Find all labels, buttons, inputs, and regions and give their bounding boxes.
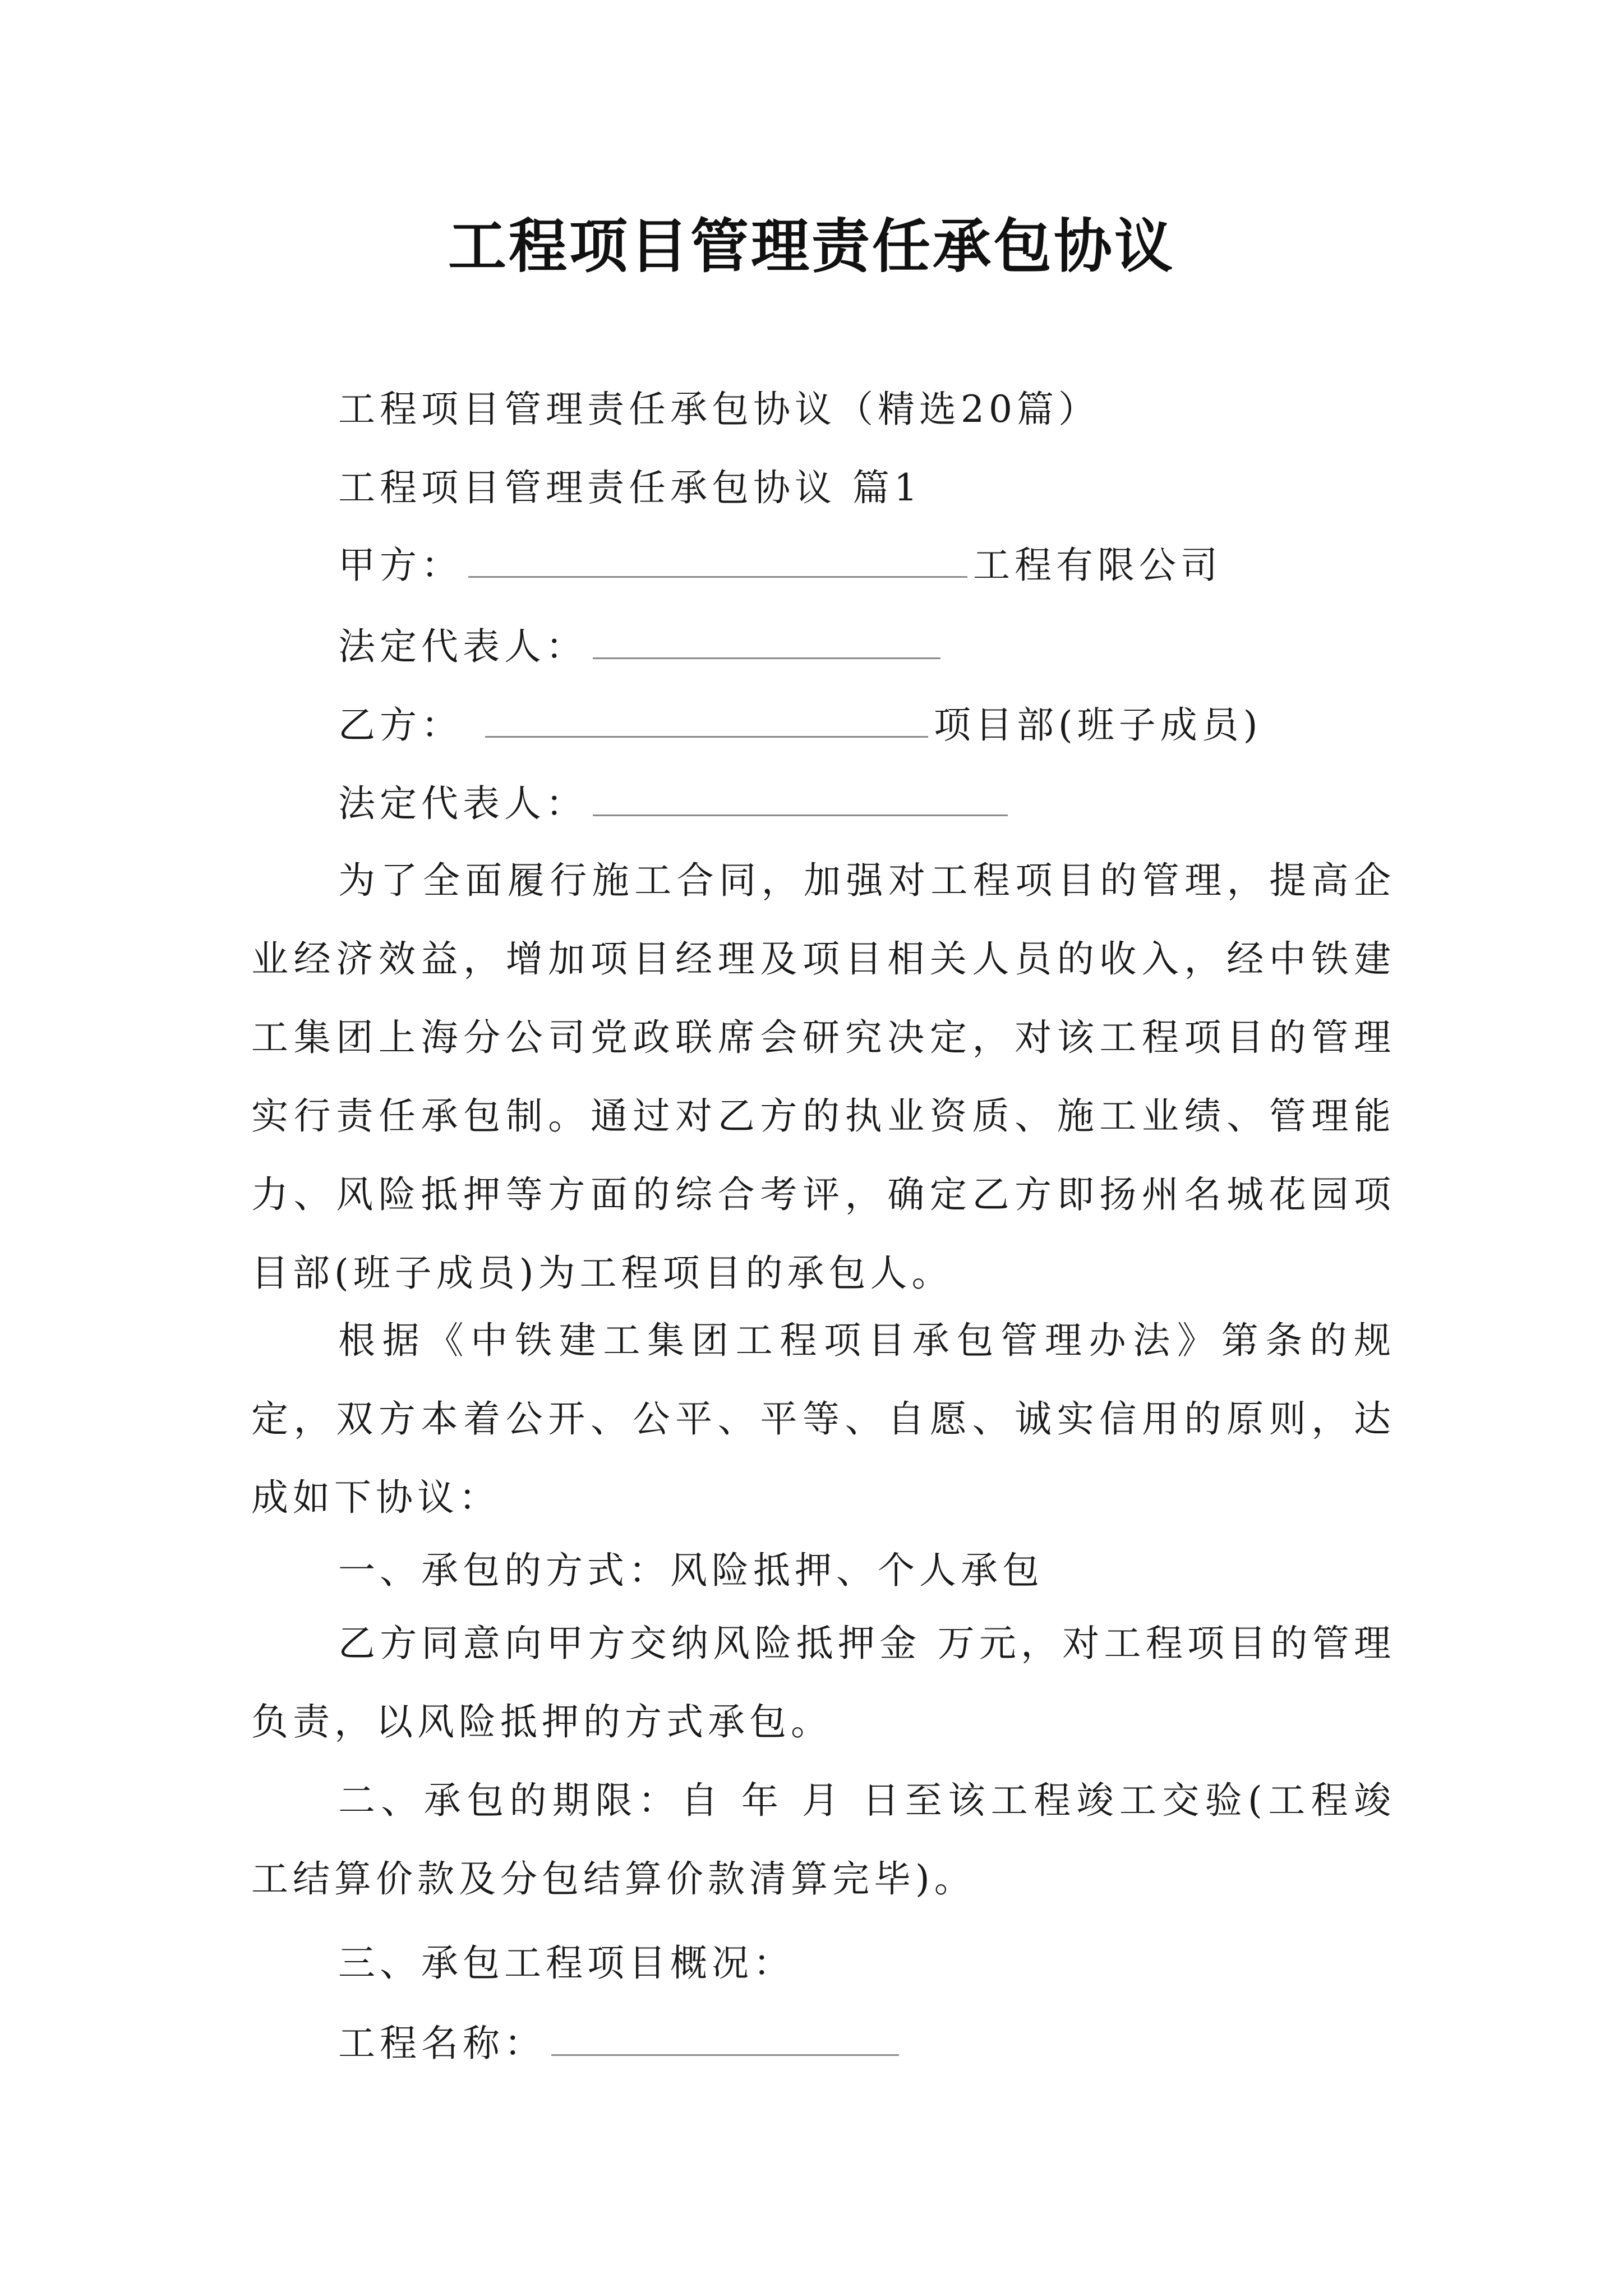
paragraph-term: 二、承包的期限：自 年 月 日至该工程竣工交验(工程竣工结算价款及分包结算价款清算完毕)。 [251,1779,1395,1901]
party-a-line [338,541,1222,588]
document-title: 工程项目管理责任承包协议 [448,212,1175,280]
legal-rep-label-2: 法定代表人： [338,782,587,825]
paragraph-deposit: 乙方同意向甲方交纳风险抵押金 万元，对工程项目的管理负责，以风险抵押的方式承包。 [251,1622,1395,1743]
legal-rep-line-2 [338,780,1013,826]
paragraph-intro: 为了全面履行施工合同，加强对工程项目的管理，提高企业经济效益，增加项目经理及项目相关人员的收入，经中铁建工集团上海分公司党政联席会研究决定，对该工程项目的管理实行责任承包制。通过对乙方的执业资质、施工业绩、管理能力、风险抵押等方面的综合考评，确定乙方即扬州名城花园项目部(班子成员)为工程项目的承包人。 [251,859,1395,1295]
item-project-overview: 三、承包工程项目概况： [338,1941,795,1985]
party-a-suffix: 工程有限公司 [973,544,1222,587]
project-name-line [338,2019,905,2066]
party-a-label: 甲方： [338,544,463,587]
legal-rep-blank-2 [593,780,1008,816]
party-b-label: 乙方： [338,703,463,747]
document-subtitle: 工程项目管理责任承包协议（精选20篇） [338,388,1100,431]
section-heading: 工程项目管理责任承包协议 篇1 [338,466,922,509]
party-b-suffix: 项目部(班子成员) [934,703,1262,747]
party-b-blank [485,701,928,738]
party-a-blank [468,541,967,578]
project-name-label: 工程名称： [338,2022,546,2065]
legal-rep-blank-1 [593,623,940,659]
project-name-blank [551,2019,899,2056]
party-b-line [338,701,1262,748]
paragraph-basis: 根据《中铁建工集团工程项目承包管理办法》第条的规定，双方本着公开、公平、平等、自愿、诚实信用的原则，达成如下协议： [251,1319,1395,1519]
legal-rep-label-1: 法定代表人： [338,625,587,668]
item-contract-method: 一、承包的方式：风险抵押、个人承包 [338,1549,1044,1592]
legal-rep-line-1 [338,623,946,669]
